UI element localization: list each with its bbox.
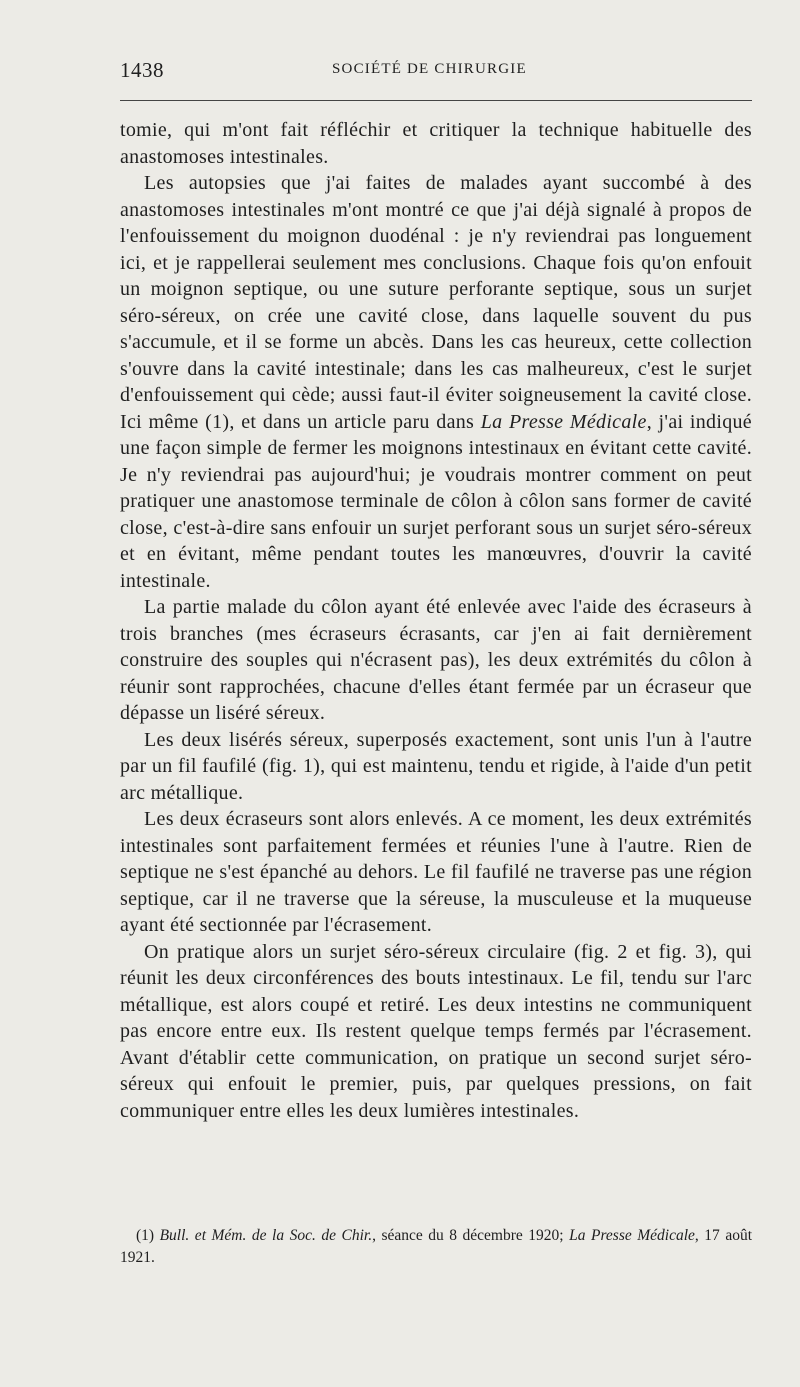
text-segment: Les deux lisérés séreux, superposés exactement, sont unis l'un à l'autre par un fil faufilé (fig. 1), qui est maintenu, tendu et rigide, à l'aide d'un petit arc métallique. <box>120 728 752 804</box>
footnote-citation: La Presse Médicale <box>569 1227 695 1244</box>
text-segment: La partie malade du côlon ayant été enlevée avec l'aide des écraseurs à trois branches (mes écraseurs écrasants, car j'en ai fait dernièrement construire des souples qui n'écrasent pas), les deux extrémités du côlon à réunir sont rapprochées, chacune d'elles étant fermée par un écraseur que dépasse un liséré séreux. <box>120 596 752 724</box>
paragraph <box>120 117 752 170</box>
footnote-text: , séance du 8 décembre 1920; <box>372 1227 570 1244</box>
page-header <box>120 58 752 88</box>
paragraph <box>120 594 752 727</box>
running-title: SOCIÉTÉ DE CHIRURGIE <box>332 61 527 77</box>
footnote <box>120 1225 752 1269</box>
footnote-text: (1) <box>136 1227 160 1244</box>
text-segment: On pratique alors un surjet séro-séreux circulaire (fig. 2 et fig. 3), qui réunit les deux circonférences des bouts intestinaux. Le fil, tendu sur l'arc métallique, est alors coupé et retiré. Les deux intestins ne communiquent pas encore entre eux. Ils restent quelque temps fermés par l'écrasement. Avant d'établir cette communication, on pratique un second surjet séro-séreux qui enfouit le premier, puis, par quelques pressions, on fait communiquer entre elles les deux lumières intestinales. <box>120 940 752 1122</box>
text-segment: Les autopsies que j'ai faites de malades ayant succombé à des anastomoses intestinales m'ont montré ce que j'ai déjà signalé à propos de l'enfouissement du moignon duodénal : je n'y reviendrai pas longuement ici, et je rappellerai seulement mes conclusions. Chaque fois qu'on enfouit un moignon septique, ou une suture perforante septique, sous un surjet séro-séreux, on crée une cavité close, dans laquelle souvent du pus s'accumule, et il se forme un abcès. Dans les cas heureux, cette collection s'ouvre dans la cavité intestinale; dans les cas malheureux, c'est le surjet d'enfouissement qui cède; aussi faut-il éviter soigneusement la cavité close. Ici même (1), et dans un article paru dans <box>120 172 752 433</box>
paragraph <box>120 939 752 1125</box>
paragraph <box>120 727 752 807</box>
page-number: 1438 <box>120 58 164 82</box>
header-rule <box>120 100 752 101</box>
footnote-citation: Bull. et Mém. de la Soc. de Chir. <box>159 1227 373 1244</box>
italic-citation: La Presse Médicale <box>480 410 647 433</box>
text-segment: , j'ai indiqué une façon simple de fermer les moignons intestinaux en évitant cette cavité. Je n'y reviendrai pas aujourd'hui; je voudrais montrer comment on peut pratiquer une anastomose terminale de côlon à côlon sans former de cavité close, c'est-à-dire sans enfouir un surjet perforant sous un surjet séro-séreux et en évitant, même pendant toutes les manœuvres, d'ouvrir la cavité intestinale. <box>120 410 752 592</box>
body-text <box>120 117 752 1124</box>
paragraph <box>120 806 752 939</box>
text-segment: Les deux écraseurs sont alors enlevés. A ce moment, les deux extrémités intestinales sont parfaitement fermées et réunies l'une à l'autre. Rien de septique ne s'est épanché au dehors. Le fil faufilé ne traverse pas une région septique, car il ne traverse que la séreuse, la musculeuse et la muqueuse ayant été sectionnée par l'écrasement. <box>120 808 752 936</box>
footnote-text: , 17 août 1921. <box>120 1227 753 1266</box>
paragraph <box>120 170 752 594</box>
text-segment: tomie, qui m'ont fait réfléchir et critiquer la technique habituelle des anastomoses intestinales. <box>120 119 752 168</box>
